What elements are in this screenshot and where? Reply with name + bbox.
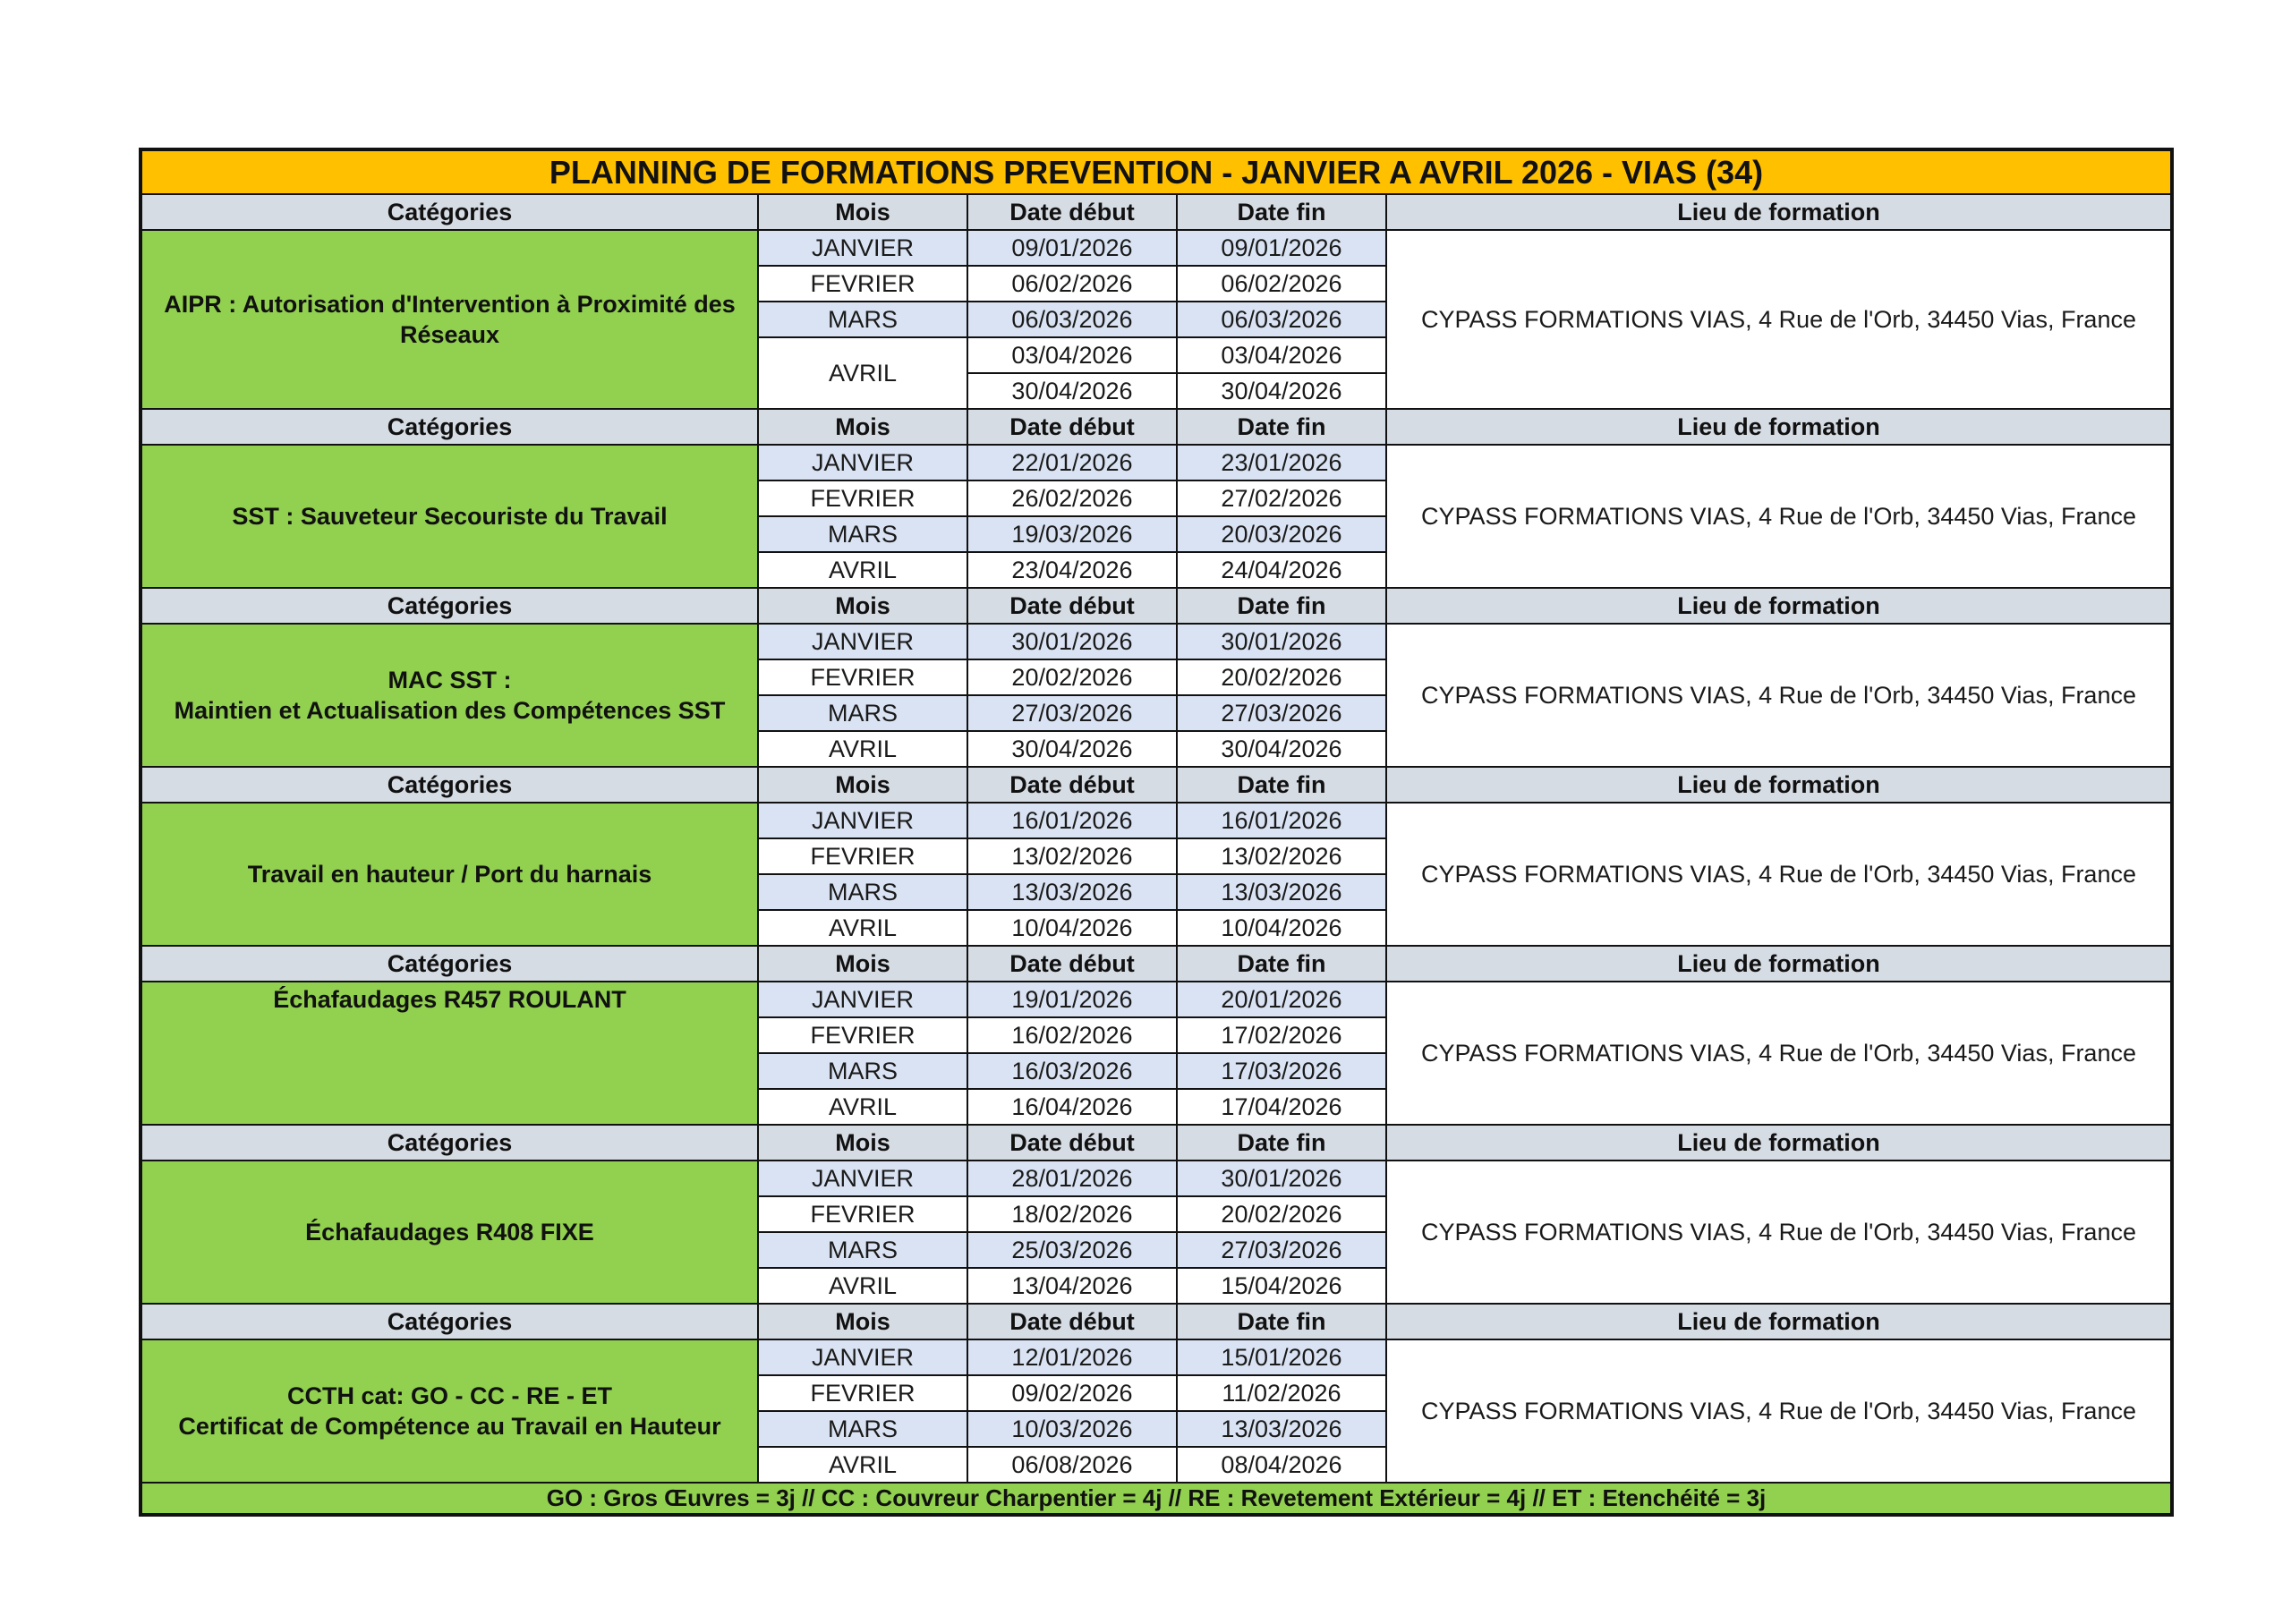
lieu-cell: CYPASS FORMATIONS VIAS, 4 Rue de l'Orb, 34450 Vias, France — [1386, 624, 2172, 767]
header-categorie: Catégories — [141, 767, 758, 803]
session-mois: JANVIER — [758, 445, 967, 480]
session-row — [141, 982, 2172, 1017]
header-lieu: Lieu de formation — [1386, 194, 2172, 230]
session-date-debut: 28/01/2026 — [967, 1161, 1177, 1196]
header-date-fin: Date fin — [1177, 946, 1386, 982]
header-date-fin: Date fin — [1177, 588, 1386, 624]
header-date-fin: Date fin — [1177, 194, 1386, 230]
session-mois: AVRIL — [758, 1089, 967, 1125]
category-label: Certificat de Compétence au Travail en Hauteur — [178, 1413, 721, 1440]
page-title: PLANNING DE FORMATIONS PREVENTION - JANVIER A AVRIL 2026 - VIAS (34) — [141, 149, 2172, 194]
category-label: AIPR : Autorisation d'Intervention à Proximité des Réseaux — [164, 291, 736, 348]
session-date-debut: 06/02/2026 — [967, 266, 1177, 302]
session-date-debut: 03/04/2026 — [967, 337, 1177, 373]
header-date-fin: Date fin — [1177, 767, 1386, 803]
header-mois: Mois — [758, 194, 967, 230]
category-label: Travail en hauteur / Port du harnais — [247, 861, 652, 888]
header-date-debut: Date début — [967, 194, 1177, 230]
header-date-debut: Date début — [967, 946, 1177, 982]
category-label: MAC SST : — [388, 667, 512, 693]
session-mois: AVRIL — [758, 910, 967, 946]
header-mois: Mois — [758, 767, 967, 803]
session-mois: FEVRIER — [758, 1196, 967, 1232]
header-categorie: Catégories — [141, 1304, 758, 1339]
session-date-fin: 10/04/2026 — [1177, 910, 1386, 946]
session-date-fin: 17/04/2026 — [1177, 1089, 1386, 1125]
section-header-row — [141, 588, 2172, 624]
session-mois: AVRIL — [758, 552, 967, 588]
session-row — [141, 230, 2172, 266]
header-lieu: Lieu de formation — [1386, 409, 2172, 445]
session-date-debut: 09/01/2026 — [967, 230, 1177, 266]
lieu-cell: CYPASS FORMATIONS VIAS, 4 Rue de l'Orb, 34450 Vias, France — [1386, 1161, 2172, 1304]
section-header-row — [141, 409, 2172, 445]
session-row — [141, 1161, 2172, 1196]
session-date-fin: 15/04/2026 — [1177, 1268, 1386, 1304]
session-date-debut: 06/03/2026 — [967, 302, 1177, 337]
session-row — [141, 445, 2172, 480]
session-mois: MARS — [758, 1053, 967, 1089]
header-date-fin: Date fin — [1177, 1125, 1386, 1161]
session-mois: JANVIER — [758, 803, 967, 838]
session-date-fin: 30/04/2026 — [1177, 373, 1386, 409]
category-label: CCTH cat: GO - CC - RE - ET — [287, 1382, 612, 1409]
header-date-debut: Date début — [967, 1304, 1177, 1339]
session-date-fin: 17/02/2026 — [1177, 1017, 1386, 1053]
session-date-debut: 23/04/2026 — [967, 552, 1177, 588]
header-lieu: Lieu de formation — [1386, 946, 2172, 982]
header-categorie: Catégories — [141, 194, 758, 230]
session-date-debut: 19/03/2026 — [967, 516, 1177, 552]
session-mois: AVRIL — [758, 1268, 967, 1304]
session-mois: MARS — [758, 1411, 967, 1447]
session-date-debut: 16/02/2026 — [967, 1017, 1177, 1053]
session-date-debut: 30/01/2026 — [967, 624, 1177, 659]
session-date-debut: 25/03/2026 — [967, 1232, 1177, 1268]
header-date-debut: Date début — [967, 767, 1177, 803]
lieu-cell: CYPASS FORMATIONS VIAS, 4 Rue de l'Orb, 34450 Vias, France — [1386, 230, 2172, 409]
header-date-debut: Date début — [967, 409, 1177, 445]
session-date-debut: 18/02/2026 — [967, 1196, 1177, 1232]
session-date-fin: 09/01/2026 — [1177, 230, 1386, 266]
session-date-fin: 30/01/2026 — [1177, 624, 1386, 659]
session-mois: JANVIER — [758, 982, 967, 1017]
session-date-fin: 20/02/2026 — [1177, 659, 1386, 695]
category-cell — [141, 1161, 758, 1304]
category-label: Échafaudages R408 FIXE — [305, 1219, 594, 1246]
session-date-fin: 27/03/2026 — [1177, 695, 1386, 731]
session-mois: FEVRIER — [758, 838, 967, 874]
category-cell — [141, 445, 758, 588]
header-categorie: Catégories — [141, 946, 758, 982]
session-date-fin: 30/04/2026 — [1177, 731, 1386, 767]
lieu-cell: CYPASS FORMATIONS VIAS, 4 Rue de l'Orb, 34450 Vias, France — [1386, 982, 2172, 1125]
session-mois: JANVIER — [758, 230, 967, 266]
session-date-debut: 22/01/2026 — [967, 445, 1177, 480]
category-cell — [141, 624, 758, 767]
session-mois: MARS — [758, 1232, 967, 1268]
header-mois: Mois — [758, 409, 967, 445]
session-date-fin: 13/03/2026 — [1177, 1411, 1386, 1447]
session-row — [141, 1339, 2172, 1375]
session-date-debut: 10/03/2026 — [967, 1411, 1177, 1447]
footer-legend: GO : Gros Œuvres = 3j // CC : Couvreur Charpentier = 4j // RE : Revetement Extérieur = 4j // ET : Etenchéité = 3j — [141, 1483, 2172, 1515]
session-mois: FEVRIER — [758, 266, 967, 302]
category-cell — [141, 1339, 758, 1483]
session-date-fin: 20/03/2026 — [1177, 516, 1386, 552]
session-mois: AVRIL — [758, 731, 967, 767]
session-date-fin: 13/02/2026 — [1177, 838, 1386, 874]
session-date-debut: 13/02/2026 — [967, 838, 1177, 874]
session-date-fin: 16/01/2026 — [1177, 803, 1386, 838]
category-cell — [141, 803, 758, 946]
section-header-row — [141, 194, 2172, 230]
session-mois: MARS — [758, 695, 967, 731]
session-mois: AVRIL — [758, 1447, 967, 1483]
session-date-fin: 23/01/2026 — [1177, 445, 1386, 480]
category-label: Maintien et Actualisation des Compétences SST — [174, 697, 726, 724]
session-mois: JANVIER — [758, 1161, 967, 1196]
session-date-fin: 08/04/2026 — [1177, 1447, 1386, 1483]
header-lieu: Lieu de formation — [1386, 1304, 2172, 1339]
category-cell — [141, 230, 758, 409]
session-row — [141, 624, 2172, 659]
session-row — [141, 803, 2172, 838]
header-categorie: Catégories — [141, 409, 758, 445]
session-date-fin: 15/01/2026 — [1177, 1339, 1386, 1375]
session-date-debut: 30/04/2026 — [967, 373, 1177, 409]
header-categorie: Catégories — [141, 1125, 758, 1161]
session-date-fin: 30/01/2026 — [1177, 1161, 1386, 1196]
session-date-debut: 13/03/2026 — [967, 874, 1177, 910]
session-date-debut: 13/04/2026 — [967, 1268, 1177, 1304]
header-lieu: Lieu de formation — [1386, 1125, 2172, 1161]
session-mois: FEVRIER — [758, 480, 967, 516]
footer-row — [141, 1483, 2172, 1515]
header-categorie: Catégories — [141, 588, 758, 624]
session-date-fin: 20/01/2026 — [1177, 982, 1386, 1017]
session-date-fin: 06/02/2026 — [1177, 266, 1386, 302]
session-date-debut: 10/04/2026 — [967, 910, 1177, 946]
session-date-debut: 16/03/2026 — [967, 1053, 1177, 1089]
session-date-debut: 26/02/2026 — [967, 480, 1177, 516]
header-lieu: Lieu de formation — [1386, 588, 2172, 624]
category-label: SST : Sauveteur Secouriste du Travail — [232, 503, 668, 530]
section-header-row — [141, 1125, 2172, 1161]
category-cell — [141, 982, 758, 1125]
lieu-cell: CYPASS FORMATIONS VIAS, 4 Rue de l'Orb, 34450 Vias, France — [1386, 803, 2172, 946]
session-date-debut: 30/04/2026 — [967, 731, 1177, 767]
planning-table — [139, 148, 2174, 1517]
session-date-debut: 27/03/2026 — [967, 695, 1177, 731]
lieu-cell: CYPASS FORMATIONS VIAS, 4 Rue de l'Orb, 34450 Vias, France — [1386, 445, 2172, 588]
session-date-debut: 12/01/2026 — [967, 1339, 1177, 1375]
session-mois: FEVRIER — [758, 1017, 967, 1053]
session-date-fin: 17/03/2026 — [1177, 1053, 1386, 1089]
section-header-row — [141, 1304, 2172, 1339]
session-mois: JANVIER — [758, 624, 967, 659]
session-mois: MARS — [758, 516, 967, 552]
session-date-debut: 09/02/2026 — [967, 1375, 1177, 1411]
session-mois: MARS — [758, 302, 967, 337]
session-date-fin: 11/02/2026 — [1177, 1375, 1386, 1411]
session-date-fin: 03/04/2026 — [1177, 337, 1386, 373]
session-date-fin: 27/03/2026 — [1177, 1232, 1386, 1268]
header-mois: Mois — [758, 946, 967, 982]
header-date-fin: Date fin — [1177, 1304, 1386, 1339]
section-header-row — [141, 946, 2172, 982]
session-mois: JANVIER — [758, 1339, 967, 1375]
session-date-debut: 16/04/2026 — [967, 1089, 1177, 1125]
title-row — [141, 149, 2172, 194]
session-mois: FEVRIER — [758, 1375, 967, 1411]
header-date-fin: Date fin — [1177, 409, 1386, 445]
session-date-fin: 27/02/2026 — [1177, 480, 1386, 516]
header-mois: Mois — [758, 588, 967, 624]
category-label: Échafaudages R457 ROULANT — [273, 986, 626, 1013]
session-mois: AVRIL — [758, 337, 967, 409]
session-date-fin: 24/04/2026 — [1177, 552, 1386, 588]
header-mois: Mois — [758, 1125, 967, 1161]
session-date-debut: 16/01/2026 — [967, 803, 1177, 838]
header-mois: Mois — [758, 1304, 967, 1339]
header-lieu: Lieu de formation — [1386, 767, 2172, 803]
section-header-row — [141, 767, 2172, 803]
header-date-debut: Date début — [967, 1125, 1177, 1161]
session-date-fin: 20/02/2026 — [1177, 1196, 1386, 1232]
session-date-debut: 06/08/2026 — [967, 1447, 1177, 1483]
session-date-fin: 13/03/2026 — [1177, 874, 1386, 910]
header-date-debut: Date début — [967, 588, 1177, 624]
session-mois: MARS — [758, 874, 967, 910]
session-mois: FEVRIER — [758, 659, 967, 695]
lieu-cell: CYPASS FORMATIONS VIAS, 4 Rue de l'Orb, 34450 Vias, France — [1386, 1339, 2172, 1483]
session-date-debut: 20/02/2026 — [967, 659, 1177, 695]
session-date-fin: 06/03/2026 — [1177, 302, 1386, 337]
session-date-debut: 19/01/2026 — [967, 982, 1177, 1017]
